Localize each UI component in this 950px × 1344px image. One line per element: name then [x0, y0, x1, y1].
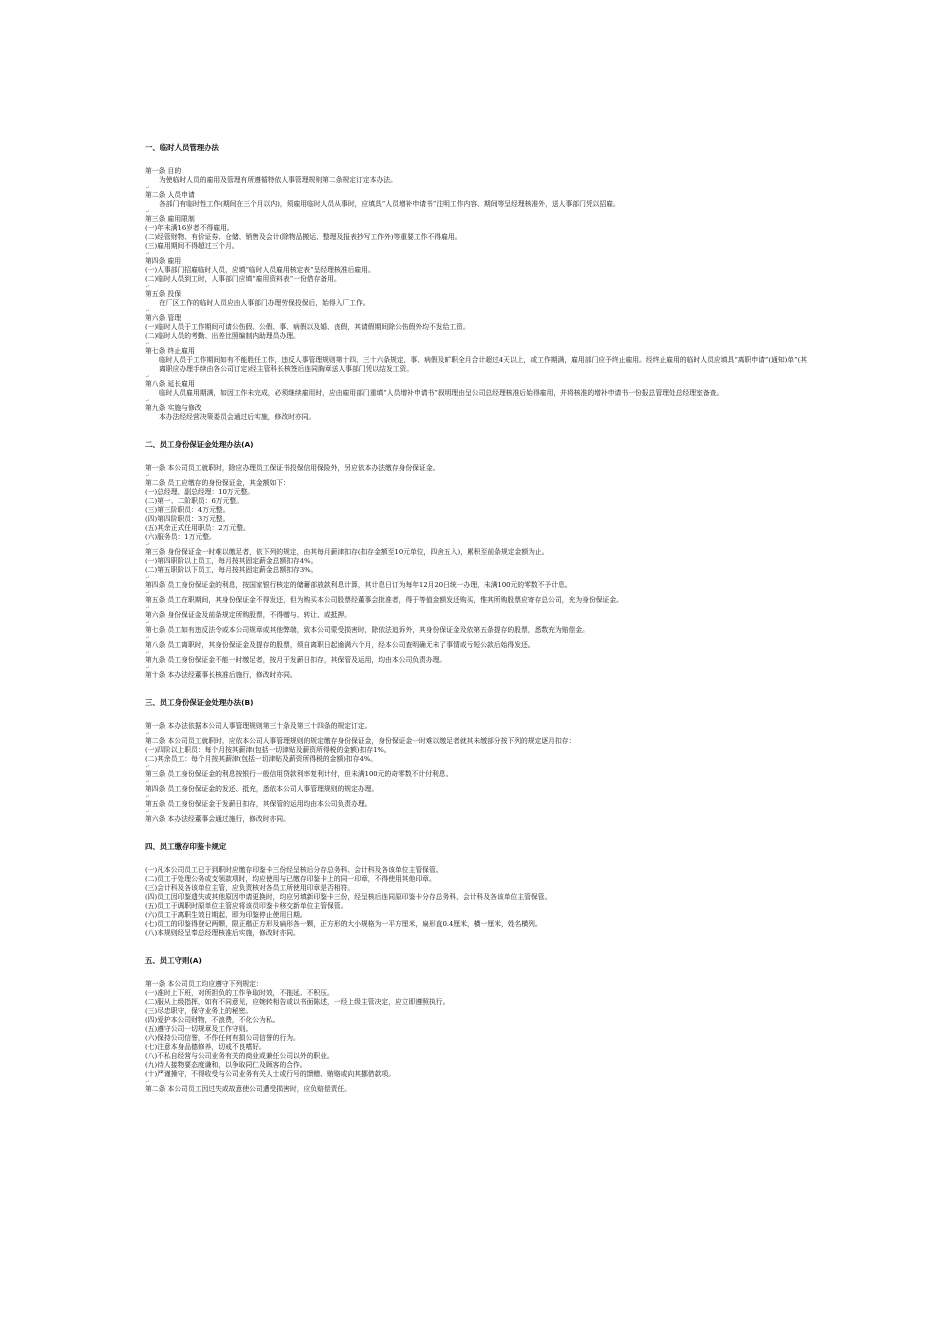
list-item: (八)不私自经营与公司业务有关的商业或兼任公司以外的职业。: [145, 1052, 334, 1060]
list-item: (二)服从上级指挥，如有不同意见，应婉转相告或以书面陈述，一经上级主管决定，应立即遵照执行。: [145, 998, 450, 1006]
paragraph-mark: ↵: [145, 473, 150, 479]
paragraph-text: 为使临时人员的雇用及管理有所遵循特依人事管理规则第二条规定订定本办法。: [159, 176, 397, 184]
article-heading: 第六条 管理: [145, 314, 182, 322]
paragraph-mark: ↵: [145, 284, 150, 290]
article-heading: 第二条 本公司员工就职时，应依本公司人事管理规则的规定缴存身份保证金，身份保证金一时难以缴足者就其未缴部分按下列的规定逐月扣存：: [145, 737, 576, 745]
list-item: (一)总经理、副总经理：10万元整。: [145, 488, 255, 496]
paragraph-mark: ↵: [145, 185, 150, 191]
list-item: (二)其余员工：每个月按其薪津(包括一切津贴及薪资所得税的金额)扣存4%。: [145, 755, 378, 763]
list-item: (二)经管财物、有价证券、仓储、销售及会计(除物品搬运、整理及报表抄写工作外)等重要工作不得雇用。: [145, 233, 462, 241]
paragraph-text: 临时人员雇用期满，如因工作未完成，必须继续雇用时，应由雇用部门重填“人员增补申请书”叙明理由呈公司总经理核准后始得雇用，并将核准的增补申请书一份报总管理处总经理室备查。: [159, 389, 724, 397]
list-item: (六)保持公司信誉，不作任何有损公司信誉的行为。: [145, 1034, 300, 1042]
paragraph-mark: ↵: [145, 251, 150, 257]
article-heading: 第一条 本公司员工均应遵守下列规定：: [145, 980, 263, 988]
list-item: (七)员工的印鉴得登记两颗，限正楷正方形及扁形各一颗，正方形的大小规格为一平方厘米，扁形直0.4厘米，横一厘米，姓名横列。: [145, 920, 542, 928]
article-heading: 第四条 员工身份保证金的利息，按国家银行核定的储蓄部放款利息计算，其计息日订为每年12月20日统一办理，未满100元的零数不予计息。: [145, 581, 572, 589]
paragraph-mark: ↵: [145, 542, 150, 548]
paragraph-mark: ↵: [145, 605, 150, 611]
paragraph-mark: ↵: [145, 341, 150, 347]
list-item: (二)第五职阶以下员工，每月按其固定薪金总额扣存3%。: [145, 566, 318, 574]
article-heading: 第一条 本办法依据本公司人事管理规则第三十条及第三十四条的规定订定。: [145, 722, 372, 730]
article-heading: 第八条 延长雇用: [145, 380, 195, 388]
article-heading: 第五条 员工在职期间，其身份保证金不得发还，但为购买本公司股票经董事会批准者，得于等值金额发还购买，惟其所购股票应寄存总公司，充为身份保证金。: [145, 596, 623, 604]
list-item: (三)会计科及各该单位主管，应负责核对各员工所使用印章是否相符。: [145, 884, 355, 892]
list-item: (七)注意本身品德修养，切戒不良嗜好。: [145, 1043, 266, 1051]
list-item: (二)员工于处理公务或支领款项时，均应使用与已缴存印鉴卡上的同一印章，不得使用其他印章。: [145, 875, 436, 883]
paragraph-mark: ↵: [145, 794, 150, 800]
paragraph-mark: ↵: [145, 665, 150, 671]
article-heading: 第三条 身份保证金一时难以缴足者，依下列的规定，由其每月薪津扣存(扣存金额至10元单位，四舍五入)，累积至前条规定金额为止。: [145, 548, 549, 556]
list-item: (六)员工于离职生效日期起，即为印鉴停止使用日期。: [145, 911, 307, 919]
paragraph-text: 本办法经经营决策委员会通过后实施，修改时亦同。: [159, 413, 316, 421]
list-item: (二)临时人员到工时，人事部门应填“雇用资料表”一份借存备用。: [145, 275, 341, 283]
list-item: (一)四阶以上职员：每个月按其薪津(包括一切津贴及薪资所得税的金额)扣存1%。: [145, 746, 391, 754]
article-heading: 第七条 员工如有违反法令或本公司规章或其他弊端，致本公司蒙受损害时，除依法追诉外，其身份保证金及依第五条提存的股票，悉数充为赔偿金。: [145, 626, 589, 634]
paragraph-mark: ↵: [145, 374, 150, 380]
paragraph-mark: ↵: [145, 779, 150, 785]
document-section: [145, 143, 813, 422]
article-heading: 第九条 实施与修改: [145, 404, 202, 412]
article-heading: 第四条 员工身份保证金的发还、抵充，悉依本公司人事管理规则的规定办理。: [145, 785, 379, 793]
paragraph-mark: ↵: [145, 398, 150, 404]
document-body: [145, 143, 813, 1112]
article-heading: 第二条 人员申请: [145, 191, 195, 199]
list-item: (三)第三阶职员：4万元整。: [145, 506, 230, 514]
article-heading: 第六条 身份保证金及前条规定所购股票，不得赠与、转让、或抵押。: [145, 611, 352, 619]
article-heading: 第八条 员工离职时，其身份保证金及提存的股票，须自离职日起逾满六个月，经本公司查明确无未了事情或亏短公款后始得发还。: [145, 641, 535, 649]
list-item: (二)临时人员的考勤、出差比照编制内助理员办理。: [145, 332, 300, 340]
paragraph-mark: ↵: [145, 635, 150, 641]
list-item: (一)人事部门招雇临时人员，应填“临时人员雇用核定表”呈经理核准后雇用。: [145, 266, 375, 274]
paragraph-mark: ↵: [145, 764, 150, 770]
section-title: 三、员工身份保证金处理办法(B): [145, 698, 254, 707]
list-item: (四)第四阶职员：3万元整。: [145, 515, 230, 523]
document-section: [145, 842, 813, 938]
paragraph-text: 各部门有临时性工作(期间在三个月以内)，须雇用临时人员从事时，应填具“人员增补申请书”注明工作内容、期间等呈经理核准外，送人事部门凭以招雇。: [159, 200, 620, 208]
article-heading: 第六条 本办法经董事会通过施行，修改时亦同。: [145, 815, 290, 823]
article-heading: 第十条 本办法经董事长核准后施行，修改时亦同。: [145, 671, 297, 679]
list-item: (一)准时上下班，对所担负的工作争取时效，不拖延、不积压。: [145, 989, 334, 997]
section-title: 一、临时人员管理办法: [145, 143, 219, 152]
paragraph-mark: ↵: [145, 590, 150, 596]
article-heading: 第三条 员工身份保证金的利息按银行一般信用贷款利率复利计付，但未满100元的奇零数不计付利息。: [145, 770, 453, 778]
paragraph-mark: ↵: [145, 575, 150, 581]
list-item: (五)其余正式任用职员：2万元整。: [145, 524, 250, 532]
list-item: (八)本规则经呈奉总经理核准后实施，修改时亦同。: [145, 929, 300, 937]
list-item: (三)尽忠职守，保守业务上的秘密。: [145, 1007, 253, 1015]
paragraph-mark: ↵: [145, 1079, 150, 1085]
article-heading: 第五条 投保: [145, 290, 182, 298]
list-item: (九)待人接物要态度谦和，以争取同仁及顾客的合作。: [145, 1061, 307, 1069]
paragraph-mark: ↵: [145, 809, 150, 815]
list-item: (二)第一、二阶职员：6万元整。: [145, 497, 243, 505]
list-item: (一)第四职阶以上员工，每月按其固定薪金总额扣存4%。: [145, 557, 318, 565]
article-heading: 第一条 目的: [145, 167, 182, 175]
paragraph-text: 临时人员于工作期间如有不能胜任工作，违反人事管理规则第十四、三十六条规定，事、病假及旷职全月合计超过4天以上，或工作期满，雇用部门应予终止雇用。经终止雇用的临时人员应填具“离职申请”(通知)单”(其离职应办理手续由各公司订定)经主管科长核签后连同胸章送人事部门凭以结发工资。: [159, 356, 808, 373]
paragraph-mark: ↵: [145, 650, 150, 656]
paragraph-mark: ↵: [145, 731, 150, 737]
document-section: [145, 698, 813, 824]
list-item: (一)临时人员于工作期间可请公伤假、公假、事、病假以及婚、丧假，其请假期间除公伤假外均不发给工资。: [145, 323, 470, 331]
article-heading: 第一条 本公司员工就职时，除应办理员工保证书投保信用保险外，另应依本办法缴存身份保证金。: [145, 464, 440, 472]
section-title: 二、员工身份保证金处理办法(A): [145, 440, 254, 449]
paragraph-mark: ↵: [145, 308, 150, 314]
section-title: 五、员工守则(A): [145, 956, 202, 965]
list-item: (五)员工于调职时原单位主管应将该员印鉴卡移交新单位主管保管。: [145, 902, 348, 910]
article-heading: 第三条 雇用限制: [145, 215, 195, 223]
list-item: (四)员工因印鉴遗失或其他原因申请更换时，均应另填新印鉴卡三份，经呈核后连同原印鉴卡分存总务科、会计科及各该单位主管保管。: [145, 893, 552, 901]
paragraph-mark: ↵: [145, 209, 150, 215]
article-heading: 第二条 员工应缴存的身份保证金，其金额如下：: [145, 479, 290, 487]
list-item: (一)凡本公司员工已于到职时应缴存印鉴卡三份经呈核后分存总务科、会计科及各该单位主管保管。: [145, 866, 443, 874]
document-section: [145, 956, 813, 1094]
list-item: (五)遵守公司一切规章及工作守则。: [145, 1025, 253, 1033]
list-item: (一)年未满16岁者不得雇用。: [145, 224, 234, 232]
article-heading: 第七条 终止雇用: [145, 347, 195, 355]
list-item: (十)严谨操守，不得收受与公司业务有关人士或行号的馈赠、贿赂或向其挪借款项。: [145, 1070, 395, 1078]
list-item: (四)爱护本公司财物，不浪费，不化公为私。: [145, 1016, 280, 1024]
list-item: (六)服务员：1万元整。: [145, 533, 216, 541]
article-heading: 第二条 本公司员工因过失或故意使公司遭受损害时，应负赔偿责任。: [145, 1085, 352, 1093]
article-heading: 第九条 员工身份保证金不能一时缴足者，按月于发薪日扣存，其保管及运用，均由本公司负责办理。: [145, 656, 447, 664]
paragraph-text: 在厂区工作的临时人员应由人事部门办理劳保投保后，始得入厂工作。: [159, 299, 370, 307]
paragraph-mark: ↵: [145, 620, 150, 626]
list-item: (三)雇用期间不得超过三个月。: [145, 242, 239, 250]
section-title: 四、员工缴存印鉴卡规定: [145, 842, 227, 851]
article-heading: 第五条 员工身份保证金于发薪日扣存，其保管的运用均由本公司负责办理。: [145, 800, 372, 808]
document-section: [145, 440, 813, 680]
article-heading: 第四条 雇用: [145, 257, 182, 265]
